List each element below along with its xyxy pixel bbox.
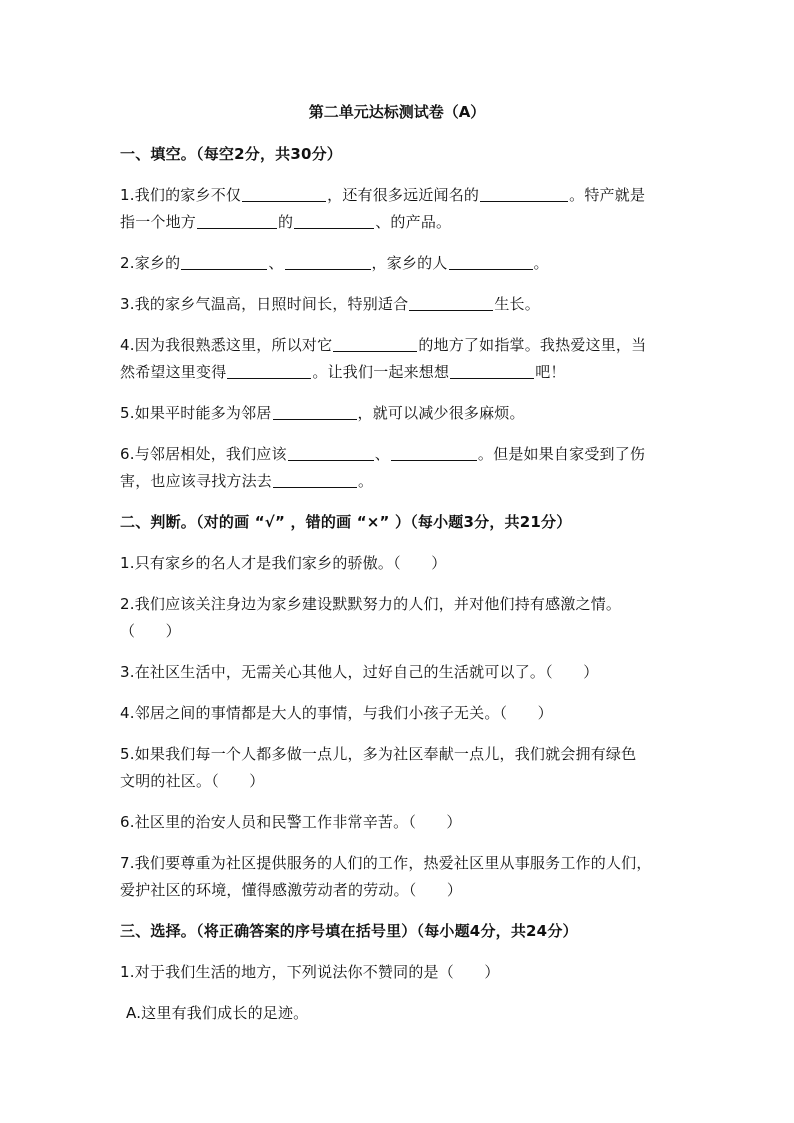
s1-q1-text-d: 指一个地方: [120, 213, 197, 231]
s1-q6-line2: [120, 470, 373, 491]
s1-q5-line: [120, 402, 525, 423]
answer-blank[interactable]: [273, 473, 357, 488]
s1-q1-text-b: ，还有很多远近闻名的: [327, 186, 480, 204]
s1-q3-line: [120, 293, 540, 314]
s1-q6-text-b: 、: [374, 445, 390, 463]
s1-q1-line1: [120, 184, 645, 205]
s1-q4-text-e: 吧！: [535, 363, 566, 381]
s1-q4-line1: [120, 334, 646, 355]
s1-q2-text-d: 。: [533, 254, 549, 272]
s1-q3-text-b: 生长。: [494, 295, 540, 313]
answer-blank[interactable]: [333, 337, 417, 352]
s1-q2-text-c: ，家乡的人: [371, 254, 448, 272]
s2-q5-line1: 5.如果我们每一个人都多做一点儿，多为社区奉献一点儿，我们就会拥有绿色: [120, 745, 637, 763]
s3-q1: 1.对于我们生活的地方，下列说法你不赞同的是（ ）: [120, 963, 500, 981]
s1-q6-text-a: 6.与邻居相处，我们应该: [120, 445, 287, 463]
answer-blank[interactable]: [273, 405, 357, 420]
s1-q6-text-c: 。但是如果自家受到了伤: [477, 445, 646, 463]
s1-q1-text-e: 的: [278, 213, 294, 231]
s2-q6: 6.社区里的治安人员和民警工作非常辛苦。（ ）: [120, 813, 462, 831]
section2-heading: 二、判断。（对的画 “√” ，错的画 “×” ）（每小题3分，共21分）: [120, 513, 572, 531]
s1-q6-line1: [120, 443, 645, 464]
s3-q1-option-a[interactable]: A.这里有我们成长的足迹。: [126, 1004, 309, 1022]
section1-heading: 一、填空。（每空2分，共30分）: [120, 145, 343, 163]
section3-heading: 三、选择。（将正确答案的序号填在括号里）（每小题4分，共24分）: [120, 922, 578, 940]
s2-q7-line1: 7.我们要尊重为社区提供服务的人们的工作，热爱社区里从事服务工作的人们，: [120, 854, 652, 872]
answer-blank[interactable]: [288, 446, 374, 461]
s1-q4-text-b: 的地方了如指掌。我热爱这里，当: [418, 336, 647, 354]
answer-blank[interactable]: [285, 255, 371, 270]
s1-q5-text-b: ，就可以减少很多麻烦。: [357, 404, 525, 422]
s2-q1: 1.只有家乡的名人才是我们家乡的骄傲。（ ）: [120, 554, 447, 572]
s1-q4-text-d: 。让我们一起来想想: [312, 363, 450, 381]
s2-q3: 3.在社区生活中，无需关心其他人，过好自己的生活就可以了。（ ）: [120, 663, 599, 681]
s1-q4-text-a: 4.因为我很熟悉这里，所以对它: [120, 336, 333, 354]
answer-blank[interactable]: [449, 255, 533, 270]
s2-q2-line1: 2.我们应该关注身边为家乡建设默默努力的人们，并对他们持有感激之情。: [120, 595, 622, 613]
s1-q6-text-e: 。: [358, 472, 374, 490]
answer-blank[interactable]: [450, 364, 534, 379]
answer-blank[interactable]: [480, 187, 568, 202]
answer-blank[interactable]: [181, 255, 267, 270]
answer-blank[interactable]: [197, 214, 277, 229]
s1-q3-text-a: 3.我的家乡气温高，日照时间长，特别适合: [120, 295, 409, 313]
s1-q2-text-b: 、: [268, 254, 284, 272]
s1-q1-text-c: 。特产就是: [569, 186, 646, 204]
answer-blank[interactable]: [227, 364, 311, 379]
s1-q4-line2: [120, 361, 566, 382]
answer-blank[interactable]: [294, 214, 374, 229]
s1-q1-text-f: 、的产品。: [375, 213, 452, 231]
answer-blank[interactable]: [391, 446, 477, 461]
s2-q7-line2: 爱护社区的环境，懂得感激劳动者的劳动。（ ）: [120, 881, 463, 899]
page-title: 第二单元达标测试卷（A）: [308, 103, 486, 121]
s1-q4-text-c: 然希望这里变得: [120, 363, 227, 381]
s1-q1-line2: [120, 211, 451, 232]
answer-blank[interactable]: [409, 296, 493, 311]
s1-q2-line: [120, 252, 549, 273]
s2-q5-line2: 文明的社区。（ ）: [120, 772, 265, 790]
s2-q2-answer-paren[interactable]: （ ）: [120, 622, 181, 640]
s1-q2-text-a: 2.家乡的: [120, 254, 181, 272]
s1-q6-text-d: 害，也应该寻找方法去: [120, 472, 273, 490]
s1-q1-text-a: 1.我们的家乡不仅: [120, 186, 242, 204]
answer-blank[interactable]: [242, 187, 326, 202]
s2-q4: 4.邻居之间的事情都是大人的事情，与我们小孩子无关。（ ）: [120, 704, 553, 722]
s1-q5-text-a: 5.如果平时能多为邻居: [120, 404, 272, 422]
